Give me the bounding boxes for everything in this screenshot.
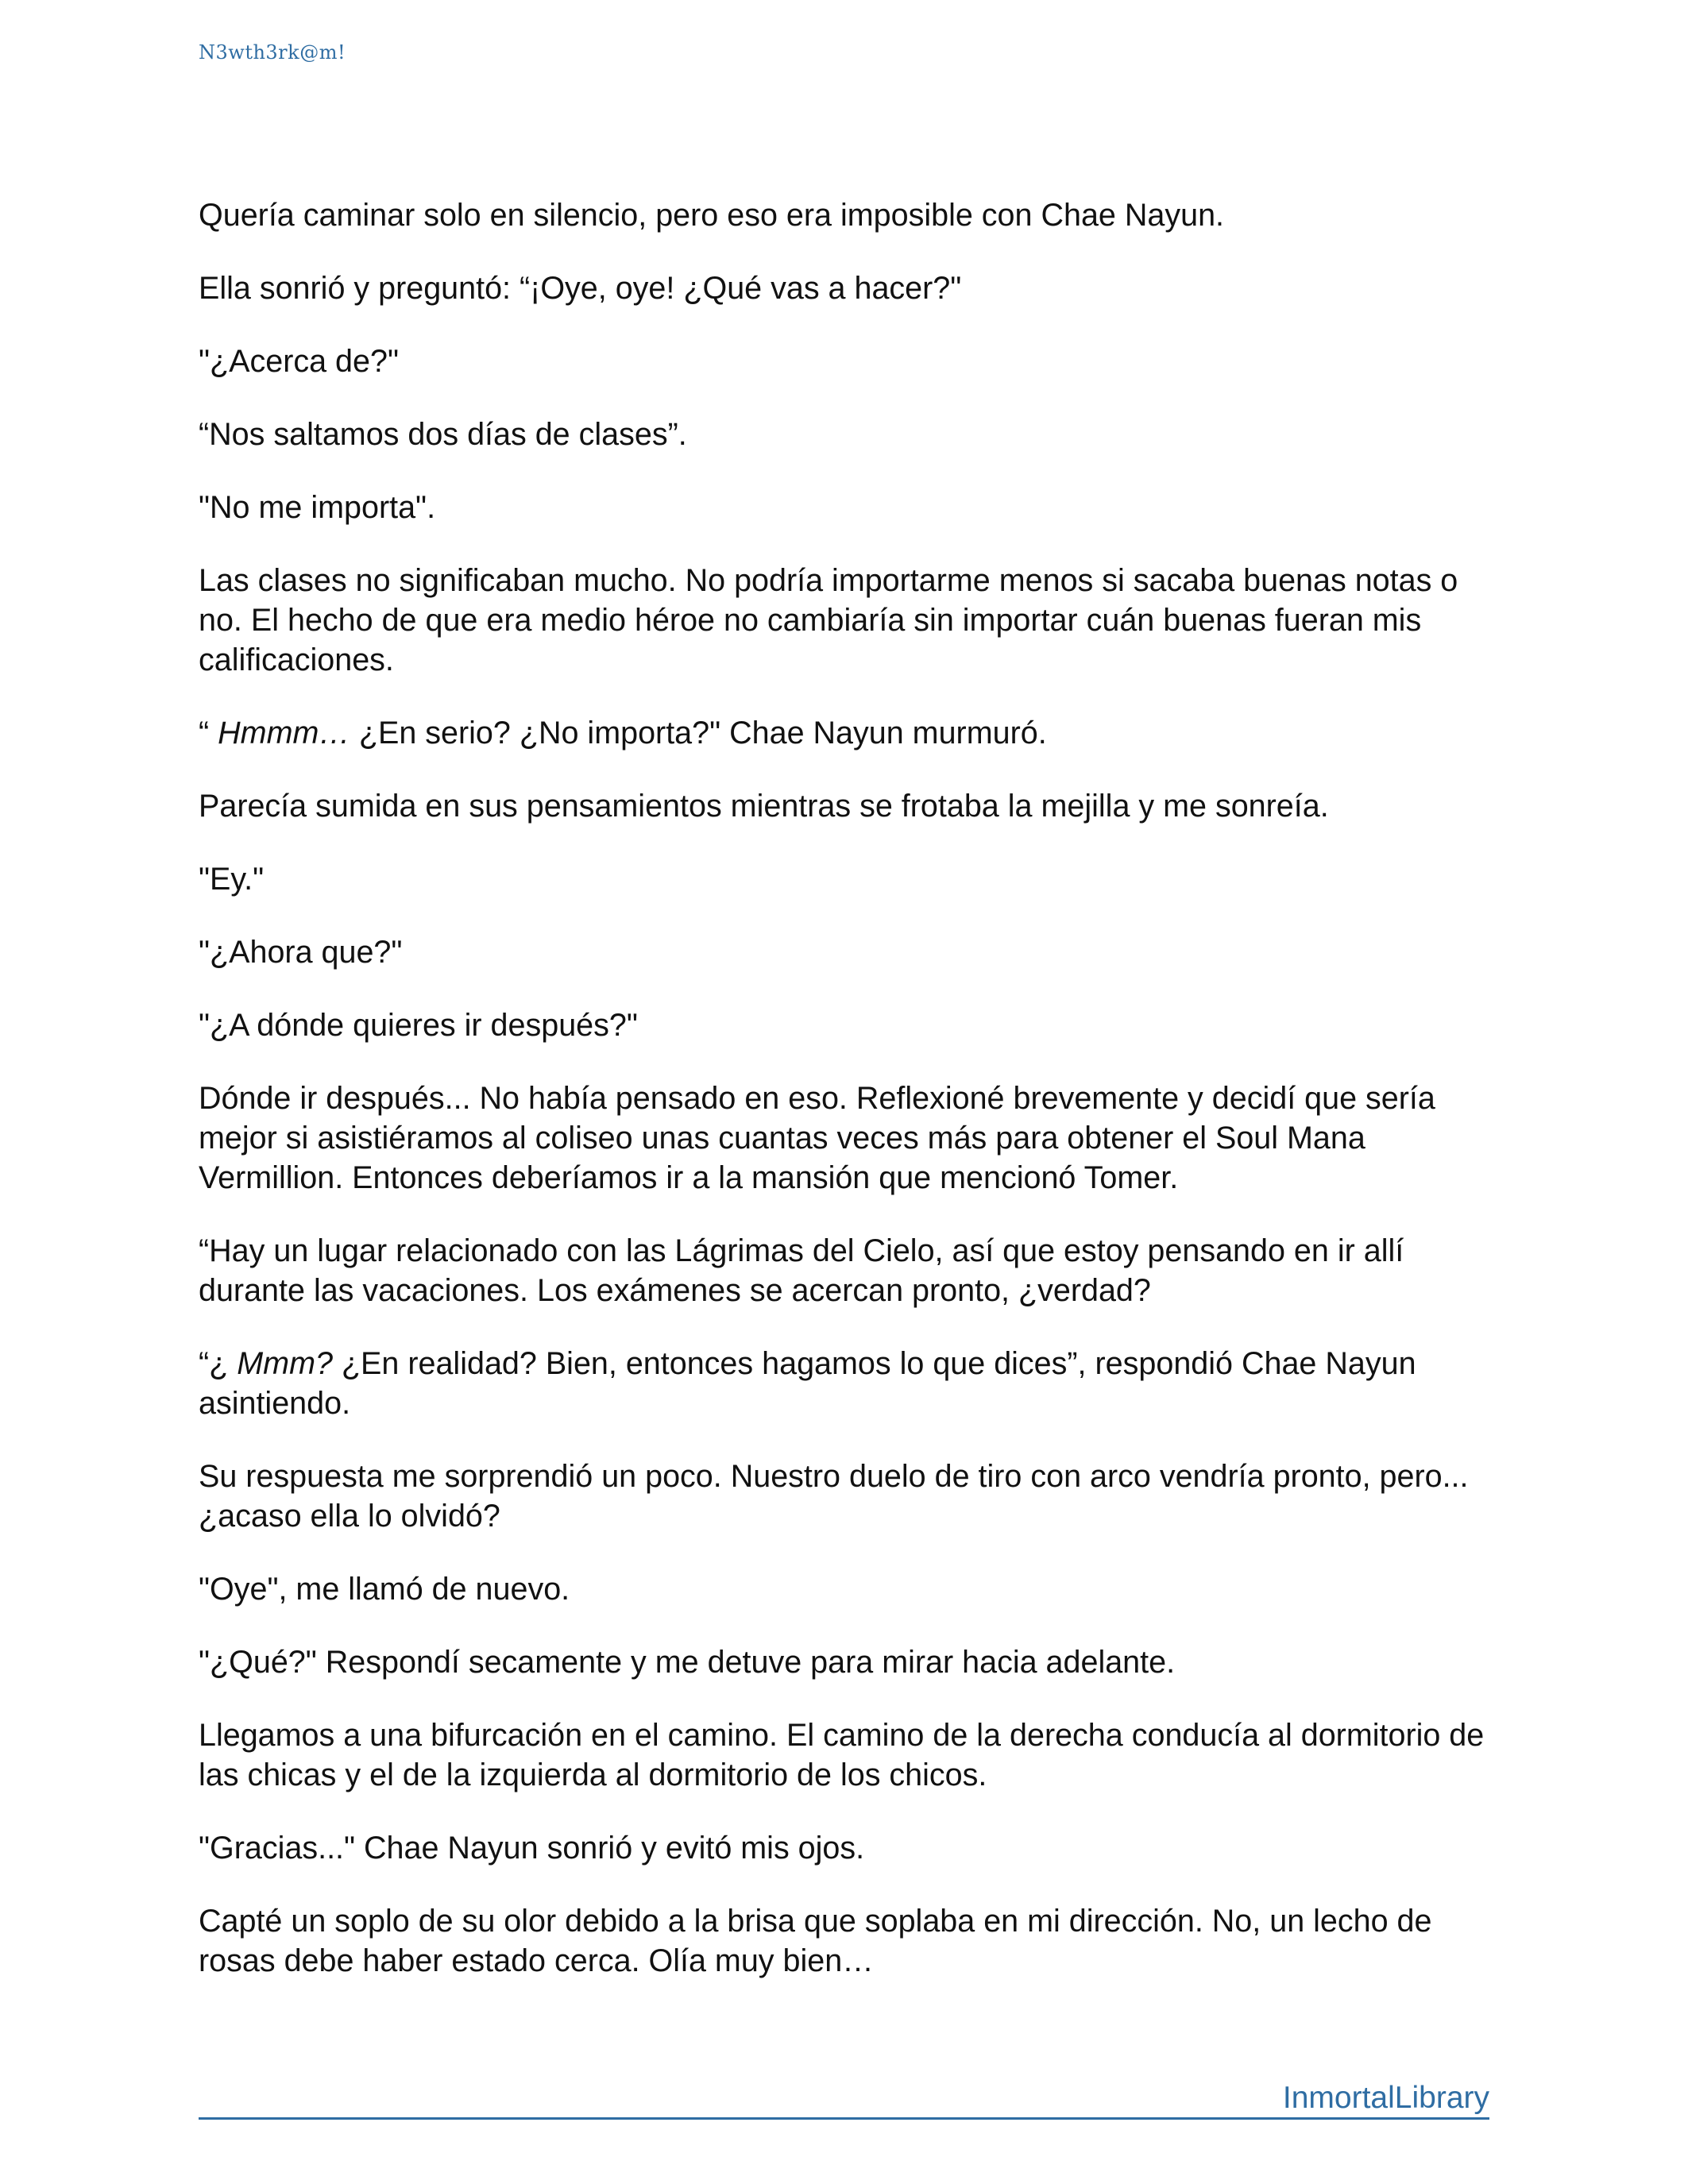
paragraph-text: "Gracias..." Chae Nayun sonrió y evitó mis ojos. (199, 1831, 865, 1866)
paragraph (199, 1901, 1501, 1981)
paragraph-text: “ (199, 716, 218, 751)
paragraph-text: "¿A dónde quieres ir después?" (199, 1008, 638, 1043)
paragraph-text: "No me importa". (199, 490, 436, 525)
paragraph-text: "¿Acerca de?" (199, 344, 399, 379)
paragraph (199, 1005, 1501, 1045)
paragraph (199, 488, 1501, 527)
paragraph (199, 341, 1501, 381)
italic-text: Mmm? (237, 1346, 333, 1381)
paragraph-text: Llegamos a una bifurcación en el camino. El camino de la derecha conducía al dormitorio de las chicas y el de la izquierda al dormitorio de los chicos. (199, 1718, 1485, 1792)
paragraph (199, 786, 1501, 826)
paragraph (199, 195, 1501, 235)
paragraph (199, 1715, 1501, 1795)
paragraph-text: "Ey." (199, 862, 265, 897)
paragraph-text: "¿Ahora que?" (199, 935, 403, 970)
paragraph-text: Su respuesta me sorprendió un poco. Nuestro duelo de tiro con arco vendría pronto, pero... ¿acaso ella lo olvidó? (199, 1459, 1469, 1534)
paragraph (199, 1231, 1501, 1310)
paragraph (199, 859, 1501, 899)
paragraph-text: "¿Qué?" Respondí secamente y me detuve para mirar hacia adelante. (199, 1645, 1176, 1680)
paragraph (199, 415, 1501, 454)
paragraph-text: “¿ (199, 1346, 238, 1381)
document-body (199, 195, 1501, 2014)
footer-link[interactable]: InmortalLibrary (1282, 2081, 1489, 2115)
paragraph (199, 932, 1501, 972)
paragraph (199, 268, 1501, 308)
paragraph (199, 1642, 1501, 1682)
paragraph (199, 1078, 1501, 1198)
paragraph-text: "Oye", me llamó de nuevo. (199, 1572, 570, 1607)
paragraph-text: “Hay un lugar relacionado con las Lágrimas del Cielo, así que estoy pensando en ir allí durante las vacaciones. Los exámenes se acercan pronto, ¿verdad? (199, 1233, 1404, 1308)
paragraph (199, 1344, 1501, 1423)
paragraph (199, 561, 1501, 680)
paragraph (199, 1828, 1501, 1868)
paragraph (199, 713, 1501, 753)
paragraph-text: Parecía sumida en sus pensamientos mientras se frotaba la mejilla y me sonreía. (199, 789, 1329, 824)
italic-text: Hmmm… (218, 716, 350, 751)
paragraph-text: ¿En serio? ¿No importa?" Chae Nayun murmuró. (350, 716, 1047, 751)
paragraph-text: Las clases no significaban mucho. No podría importarme menos si sacaba buenas notas o no. El hecho de que era medio héroe no cambiaría sin importar cuán buenas fueran mis calificaciones. (199, 563, 1458, 677)
paragraph-text: “Nos saltamos dos días de clases”. (199, 417, 687, 452)
paragraph (199, 1457, 1501, 1536)
footer (199, 2079, 1489, 2120)
paragraph-text: Ella sonrió y preguntó: “¡Oye, oye! ¿Qué vas a hacer?" (199, 271, 962, 306)
paragraph-text: ¿En realidad? Bien, entonces hagamos lo que dices”, respondió Chae Nayun asintiendo. (199, 1346, 1416, 1421)
paragraph-text: Capté un soplo de su olor debido a la brisa que soplaba en mi dirección. No, un lecho de rosas debe haber estado cerca. Olía muy bien… (199, 1904, 1432, 1978)
header-note: N3wth3rk@m! (199, 41, 346, 64)
paragraph-text: Dónde ir después... No había pensado en eso. Reflexioné brevemente y decidí que sería mejor si asistiéramos al coliseo unas cuantas veces más para obtener el Soul Mana Vermillion. Entonces deberíamos ir a la mansión que mencionó Tomer. (199, 1081, 1435, 1195)
paragraph (199, 1569, 1501, 1609)
paragraph-text: Quería caminar solo en silencio, pero eso era imposible con Chae Nayun. (199, 198, 1225, 233)
